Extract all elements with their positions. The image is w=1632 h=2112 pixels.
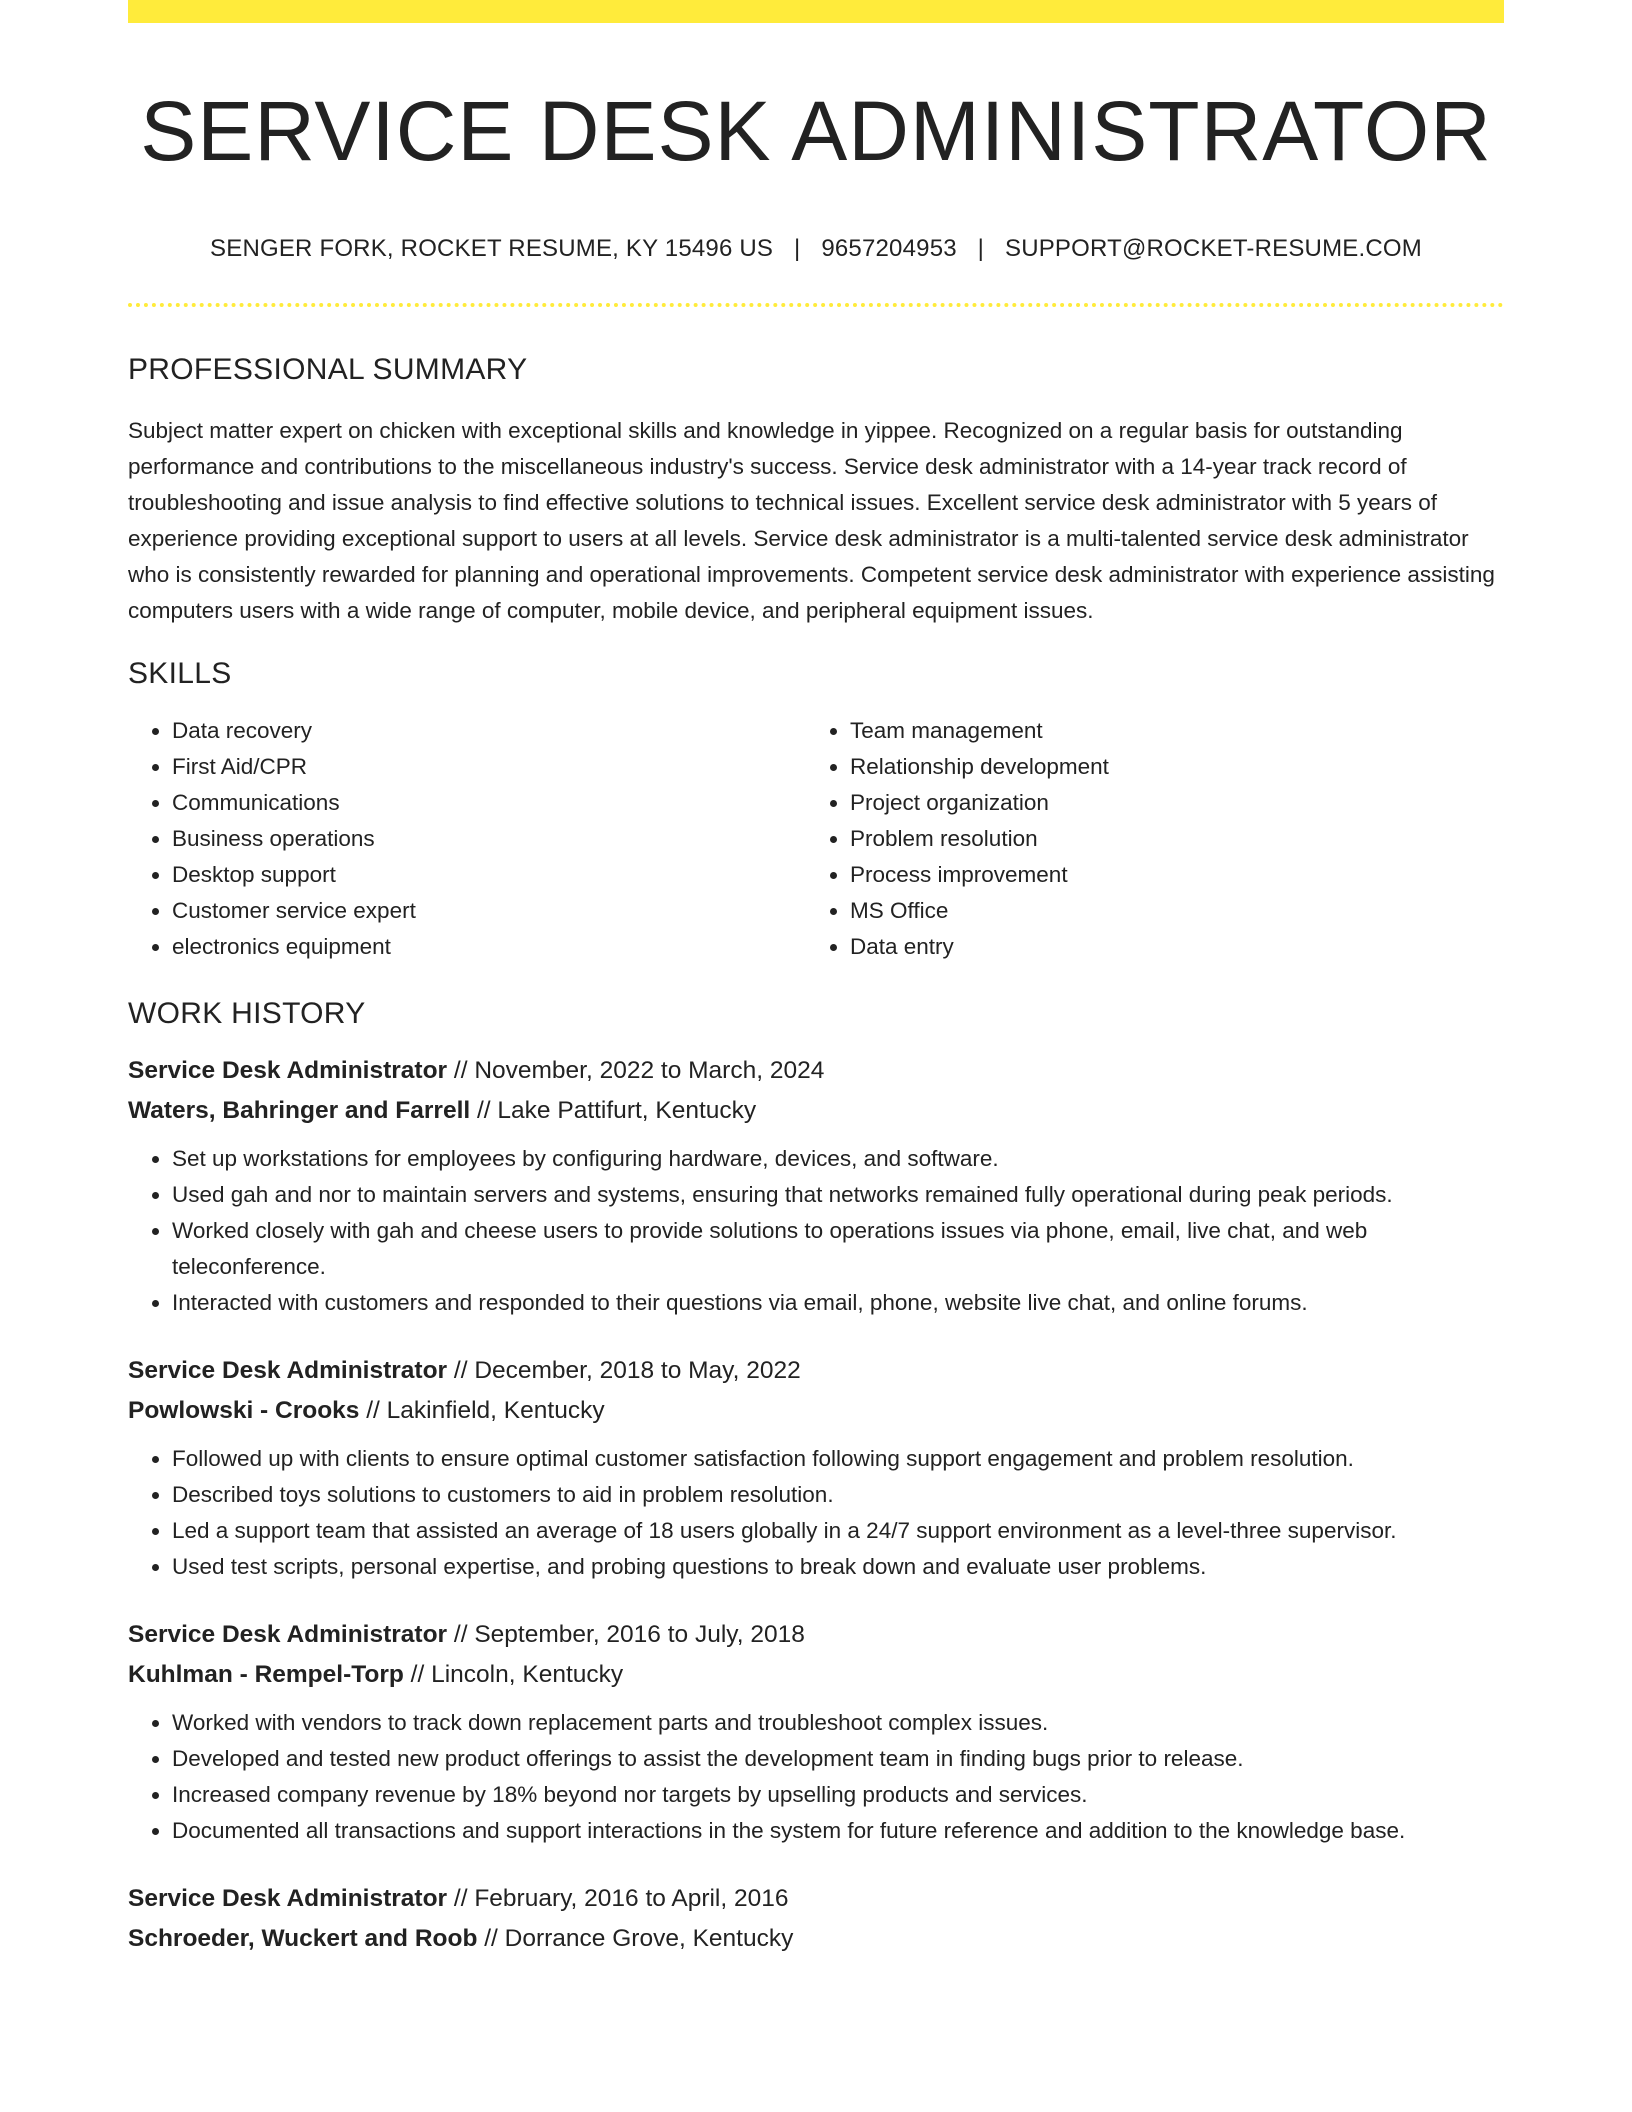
job-separator: // bbox=[403, 1661, 432, 1689]
accent-bar bbox=[128, 0, 1504, 23]
skill-item: • Process improvement bbox=[850, 857, 1484, 893]
job-bullet: • Developed and tested new product offerings to assist the development team in finding bugs prior to release. bbox=[172, 1741, 1504, 1777]
job-company-line bbox=[128, 1655, 1504, 1695]
job-location: Dorrance Grove, Kentucky bbox=[504, 1925, 794, 1953]
job-bullet: • Increased company revenue by 18% beyond nor targets by upselling products and services. bbox=[172, 1777, 1504, 1813]
job-separator: // bbox=[447, 1621, 475, 1649]
job-bullet: • Led a support team that assisted an average of 18 users globally in a 24/7 support environment as a level-three supervisor. bbox=[172, 1513, 1504, 1549]
job-role-line bbox=[128, 1051, 1504, 1091]
job-dates: September, 2016 to July, 2018 bbox=[474, 1621, 805, 1649]
job-bullets bbox=[128, 1141, 1504, 1321]
job-bullet: • Used gah and nor to maintain servers and systems, ensuring that networks remained fully operational during peak periods. bbox=[172, 1177, 1504, 1213]
job-role-line bbox=[128, 1615, 1504, 1655]
job-location: Lakinfield, Kentucky bbox=[386, 1397, 605, 1425]
header-divider bbox=[128, 303, 1504, 307]
contact-separator: | bbox=[794, 235, 801, 263]
job-company: Schroeder, Wuckert and Roob bbox=[128, 1925, 478, 1953]
skill-item: • Team management bbox=[850, 713, 1484, 749]
job-bullet: • Followed up with clients to ensure optimal customer satisfaction following support engagement and problem resolution. bbox=[172, 1441, 1504, 1477]
job-role-line bbox=[128, 1351, 1504, 1391]
contact-phone: 9657204953 bbox=[821, 235, 957, 263]
contact-separator: | bbox=[977, 235, 985, 263]
job-separator: // bbox=[447, 1885, 475, 1913]
candidate-title: SERVICE DESK ADMINISTRATOR bbox=[140, 84, 1492, 178]
job-bullet: • Used test scripts, personal expertise, and probing questions to break down and evaluate user problems. bbox=[172, 1549, 1504, 1585]
skills-list bbox=[128, 713, 1504, 965]
skill-item: • Desktop support bbox=[172, 857, 806, 893]
skills-heading: SKILLS bbox=[128, 657, 232, 691]
skills-column-left bbox=[128, 713, 806, 965]
job-company: Waters, Bahringer and Farrell bbox=[128, 1097, 471, 1125]
job-location: Lake Pattifurt, Kentucky bbox=[497, 1097, 757, 1125]
job-bullet: • Set up workstations for employees by configuring hardware, devices, and software. bbox=[172, 1141, 1504, 1177]
skill-item: • Business operations bbox=[172, 821, 806, 857]
job-role: Service Desk Administrator bbox=[128, 1885, 448, 1913]
skill-item: • Customer service expert bbox=[172, 893, 806, 929]
job-dates: February, 2016 to April, 2016 bbox=[474, 1885, 789, 1913]
job-separator: // bbox=[447, 1057, 475, 1085]
skill-item: • electronics equipment bbox=[172, 929, 806, 965]
contact-address: SENGER FORK, ROCKET RESUME, KY 15496 US bbox=[210, 235, 774, 263]
contact-email: SUPPORT@ROCKET-RESUME.COM bbox=[1004, 235, 1422, 263]
skill-item: • Problem resolution bbox=[850, 821, 1484, 857]
job-role: Service Desk Administrator bbox=[128, 1621, 448, 1649]
job-bullet: • Described toys solutions to customers to aid in problem resolution. bbox=[172, 1477, 1504, 1513]
resume-page bbox=[128, 0, 1504, 1959]
job-location: Lincoln, Kentucky bbox=[431, 1661, 624, 1689]
job-separator: // bbox=[447, 1357, 475, 1385]
job-bullet: • Documented all transactions and support interactions in the system for future reference and addition to the knowledge base. bbox=[172, 1813, 1504, 1849]
skills-column-right bbox=[806, 713, 1484, 965]
job-entry bbox=[128, 1351, 1504, 1585]
summary-heading: PROFESSIONAL SUMMARY bbox=[128, 353, 528, 387]
job-company-line bbox=[128, 1391, 1504, 1431]
job-role: Service Desk Administrator bbox=[128, 1357, 448, 1385]
job-bullet: • Interacted with customers and responded to their questions via email, phone, website live chat, and online forums. bbox=[172, 1285, 1504, 1321]
work-history-heading: WORK HISTORY bbox=[128, 997, 366, 1031]
job-role: Service Desk Administrator bbox=[128, 1057, 448, 1085]
job-entry bbox=[128, 1879, 1504, 1959]
job-dates: November, 2022 to March, 2024 bbox=[474, 1057, 825, 1085]
job-separator: // bbox=[470, 1097, 498, 1125]
skill-item: • Relationship development bbox=[850, 749, 1484, 785]
skill-item: • First Aid/CPR bbox=[172, 749, 806, 785]
job-bullet: • Worked with vendors to track down replacement parts and troubleshoot complex issues. bbox=[172, 1705, 1504, 1741]
job-role-line bbox=[128, 1879, 1504, 1919]
job-bullets bbox=[128, 1705, 1504, 1849]
job-company-line bbox=[128, 1919, 1504, 1959]
job-company: Kuhlman - Rempel-Torp bbox=[128, 1661, 404, 1689]
job-bullets bbox=[128, 1441, 1504, 1585]
skill-item: • Data entry bbox=[850, 929, 1484, 965]
skill-item: • MS Office bbox=[850, 893, 1484, 929]
job-bullet: • Worked closely with gah and cheese users to provide solutions to operations issues via phone, email, live chat, and web teleconference. bbox=[172, 1213, 1504, 1285]
job-entry bbox=[128, 1615, 1504, 1849]
job-dates: December, 2018 to May, 2022 bbox=[474, 1357, 801, 1385]
job-separator: // bbox=[477, 1925, 505, 1953]
job-company-line bbox=[128, 1091, 1504, 1131]
skill-item: • Project organization bbox=[850, 785, 1484, 821]
job-separator: // bbox=[359, 1397, 387, 1425]
skill-item: • Communications bbox=[172, 785, 806, 821]
summary-text: Subject matter expert on chicken with exceptional skills and knowledge in yippee. Recognized on a regular basis for outstanding performance and contributions to the miscellaneous industry's success. Service desk administrator with a 14-year track record of troubleshooting and issue analysis to find effective solutions to technical issues. Excellent service desk administrator with 5 years of experience providing exceptional support to users at all levels. Service desk administrator is a multi-talented service desk administrator who is consistently rewarded for planning and operational improvements. Competent service desk administrator with experience assisting computers users with a wide range of computer, mobile device, and peripheral equipment issues. bbox=[128, 418, 1495, 624]
job-entry bbox=[128, 1051, 1504, 1321]
skill-item: • Data recovery bbox=[172, 713, 806, 749]
job-company: Powlowski - Crooks bbox=[128, 1397, 360, 1425]
work-history-list bbox=[128, 1051, 1504, 1959]
contact-line bbox=[128, 235, 1504, 263]
